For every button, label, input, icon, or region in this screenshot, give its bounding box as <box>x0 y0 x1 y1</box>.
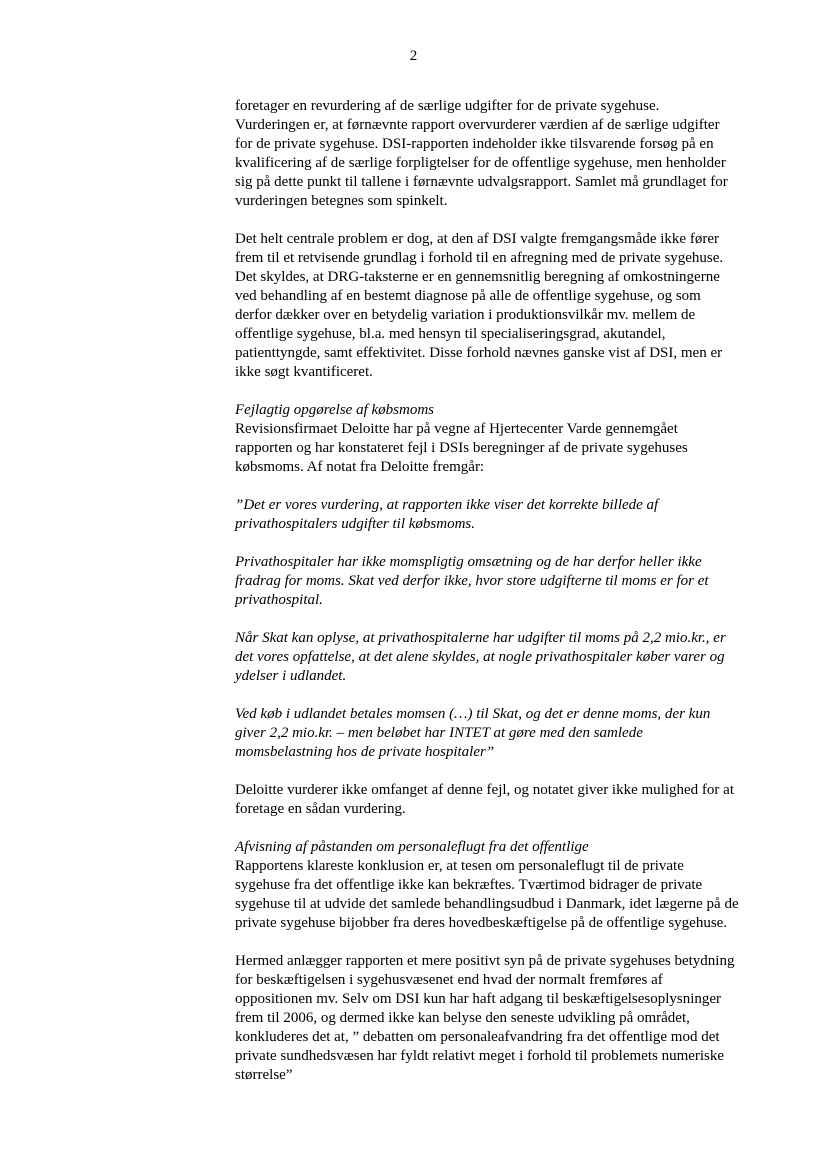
quote-paragraph <box>235 705 755 762</box>
text-line: Hermed anlægger rapporten et mere positivt syn på de private sygehuses betydning <box>235 953 735 969</box>
document-body <box>235 97 755 1104</box>
quote-paragraph <box>235 553 755 610</box>
text-line: foretager en revurdering af de særlige udgifter for de private sygehuse. <box>235 98 660 114</box>
text-line: offentlige sygehuse, bl.a. med hensyn til specialiseringsgrad, akutandel, <box>235 326 666 342</box>
section-staff-intro <box>235 838 755 933</box>
quote-line: ”Det er vores vurdering, at rapporten ikke viser det korrekte billede af <box>235 497 659 513</box>
quote-paragraph <box>235 629 755 686</box>
quote-line: momsbelastning hos de private hospitaler” <box>235 744 495 760</box>
section-vat-intro <box>235 401 755 477</box>
text-line: størrelse” <box>235 1067 293 1083</box>
text-line: private sygehuse bijobber fra deres hovedbeskæftigelse på de offentlige sygehuse. <box>235 915 728 931</box>
text-line: oppositionen mv. Selv om DSI kun har haft adgang til beskæftigelsesoplysninger <box>235 991 722 1007</box>
text-line: Vurderingen er, at førnævnte rapport overvurderer værdien af de særlige udgifter <box>235 117 720 133</box>
text-line: for de private sygehuse. DSI-rapporten indeholder ikke tilsvarende forsøg på en <box>235 136 714 152</box>
text-line: sygehuse til at udvide det samlede behandlingsudbud i Danmark, idet lægerne på de <box>235 896 739 912</box>
text-line: konkluderes det at, ” debatten om personaleafvandring fra det offentlige mod det <box>235 1029 720 1045</box>
quote-line: ydelser i udlandet. <box>235 668 347 684</box>
quote-line: Privathospitaler har ikke momspligtig omsætning og de har derfor heller ikke <box>235 554 702 570</box>
text-line: Deloitte vurderer ikke omfanget af denne fejl, og notatet giver ikke mulighed for at <box>235 782 734 798</box>
quote-line: fradrag for moms. Skat ved derfor ikke, hvor store udgifterne til moms er for et <box>235 573 709 589</box>
paragraph-central-problem <box>235 230 755 382</box>
section-heading-vat: Fejlagtig opgørelse af købsmoms <box>235 402 435 418</box>
page-number: 2 <box>409 48 418 64</box>
text-line: Rapportens klareste konklusion er, at tesen om personaleflugt til de private <box>235 858 684 874</box>
quote-line: privathospital. <box>235 592 323 608</box>
text-line: Det skyldes, at DRG-taksterne er en gennemsnitlig beregning af omkostningerne <box>235 269 720 285</box>
text-line: frem til 2006, og dermed ikke kan belyse den seneste udvikling på området, <box>235 1010 690 1026</box>
text-line: Revisionsfirmaet Deloitte har på vegne af Hjertecenter Varde gennemgået <box>235 421 678 437</box>
text-line: private sundhedsvæsen har fyldt relativt meget i forhold til problemets numeriske <box>235 1048 725 1064</box>
text-line: kvalificering af de særlige forpligtelser for de offentlige sygehuse, men henholder <box>235 155 726 171</box>
text-line: sig på dette punkt til tallene i førnævnte udvalgsrapport. Samlet må grundlaget for <box>235 174 728 190</box>
text-line: købsmoms. Af notat fra Deloitte fremgår: <box>235 459 485 475</box>
text-line: frem til et retvisende grundlag i forhold til en afregning med de private sygehuse. <box>235 250 724 266</box>
quote-paragraph <box>235 496 755 534</box>
paragraph-employment-view <box>235 952 755 1085</box>
quote-line: Ved køb i udlandet betales momsen (…) til Skat, og det er denne moms, der kun <box>235 706 711 722</box>
text-line: foretage en sådan vurdering. <box>235 801 406 817</box>
section-heading-staff: Afvisning af påstanden om personaleflugt fra det offentlige <box>235 839 589 855</box>
text-line: derfor dækker over en betydelig variation i produktionsvilkår mv. mellem de <box>235 307 696 323</box>
paragraph-revaluation <box>235 97 755 211</box>
text-line: vurderingen betegnes som spinkelt. <box>235 193 448 209</box>
text-line: Det helt centrale problem er dog, at den af DSI valgte fremgangsmåde ikke fører <box>235 231 719 247</box>
quote-line: det vores opfattelse, at det alene skyldes, at nogle privathospitaler køber varer og <box>235 649 725 665</box>
text-line: ved behandling af en bestemt diagnose på alle de offentlige sygehuse, og som <box>235 288 701 304</box>
quote-line: Når Skat kan oplyse, at privathospitalerne har udgifter til moms på 2,2 mio.kr., er <box>235 630 726 646</box>
paragraph-deloitte-assessment <box>235 781 755 819</box>
text-line: sygehuse fra det offentlige ikke kan bekræftes. Tværtimod bidrager de private <box>235 877 703 893</box>
quote-line: privathospitalers udgifter til købsmoms. <box>235 516 475 532</box>
quote-line: giver 2,2 mio.kr. – men beløbet har INTET at gøre med den samlede <box>235 725 643 741</box>
text-line: for beskæftigelsen i sygehusvæsenet end hvad der normalt fremføres af <box>235 972 663 988</box>
text-line: rapporten og har konstateret fejl i DSIs beregninger af de private sygehuses <box>235 440 688 456</box>
text-line: patienttyngde, samt effektivitet. Disse forhold nævnes ganske vist af DSI, men er <box>235 345 723 361</box>
text-line: ikke søgt kvantificeret. <box>235 364 373 380</box>
